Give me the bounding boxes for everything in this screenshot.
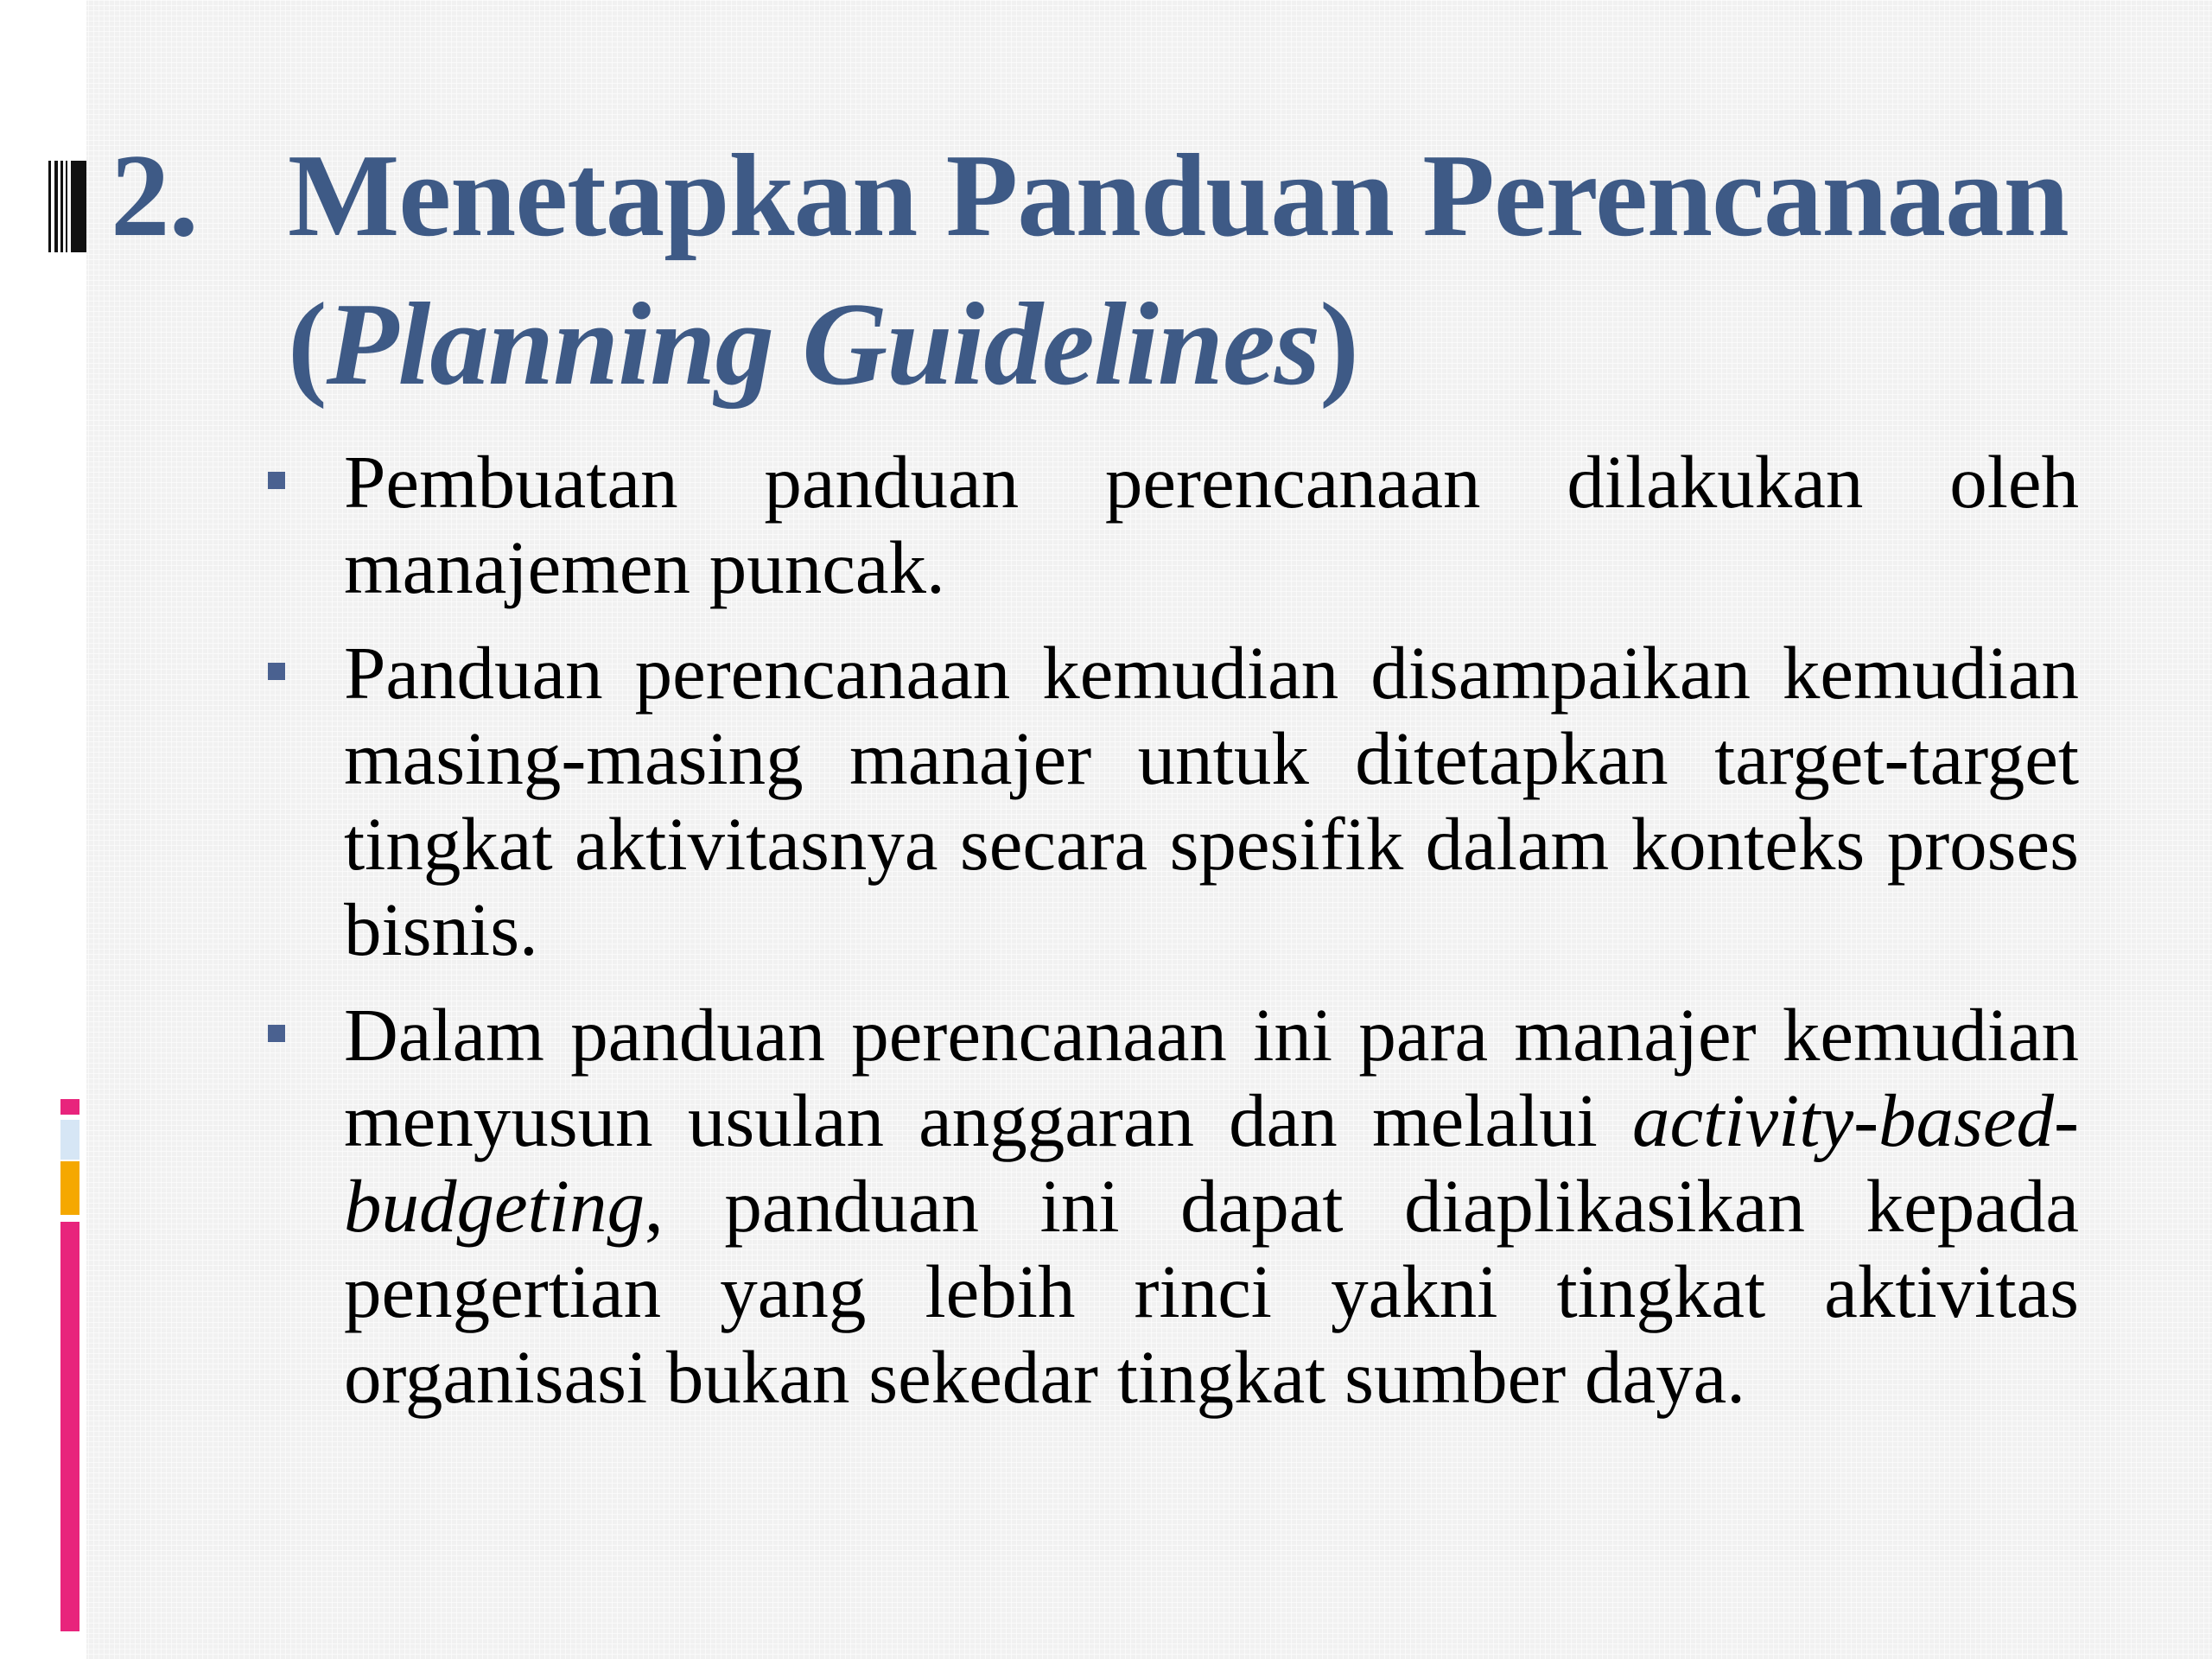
bullet-text: [344, 992, 2079, 1420]
side-bar-light: [60, 1120, 79, 1160]
side-bar-orange: [60, 1161, 79, 1215]
title-paren-close: ): [1319, 278, 1358, 410]
title-line-1: Menetapkan Panduan Perencanaan: [288, 130, 2069, 261]
bullet-item: [259, 439, 2079, 610]
square-bullet-icon: [268, 472, 285, 489]
side-bar-pink: [60, 1222, 79, 1631]
title-line-2: [111, 270, 2098, 418]
square-bullet-icon: [268, 1025, 285, 1042]
bullet-text: Pembuatan panduan perencanaan dilakukan oleh manajemen puncak.: [344, 440, 2079, 609]
bullet-text-start: Dalam panduan perencanaan ini para manajer kemudian menyusun usulan anggaran dan melalui: [344, 993, 2079, 1162]
bullet-item: [259, 992, 2079, 1420]
title-paren-open: (: [288, 278, 327, 410]
bullet-text-italic: activity-based-budgeting: [344, 1078, 2079, 1248]
bullet-text: Panduan perencanaan kemudian disampaikan kemudian masing-masing manajer untuk ditetapkan target-target tingkat aktivitasnya secara spesifik dalam konteks proses bisnis.: [344, 631, 2079, 971]
title-bars-icon: [48, 161, 86, 252]
side-bar-pink-top: [60, 1099, 79, 1115]
bullet-text-end: , panduan ini dapat diaplikasikan kepada pengertian yang lebih rinci yakni tingkat aktivitas organisasi bukan sekedar tingkat sumber daya.: [344, 1164, 2079, 1419]
square-bullet-icon: [268, 663, 285, 680]
title-italic: Planning Guidelines: [326, 278, 1320, 410]
slide-title: [111, 121, 2098, 418]
bullet-item: [259, 630, 2079, 972]
bullet-list: [259, 439, 2079, 1440]
title-number: 2.: [111, 130, 198, 261]
